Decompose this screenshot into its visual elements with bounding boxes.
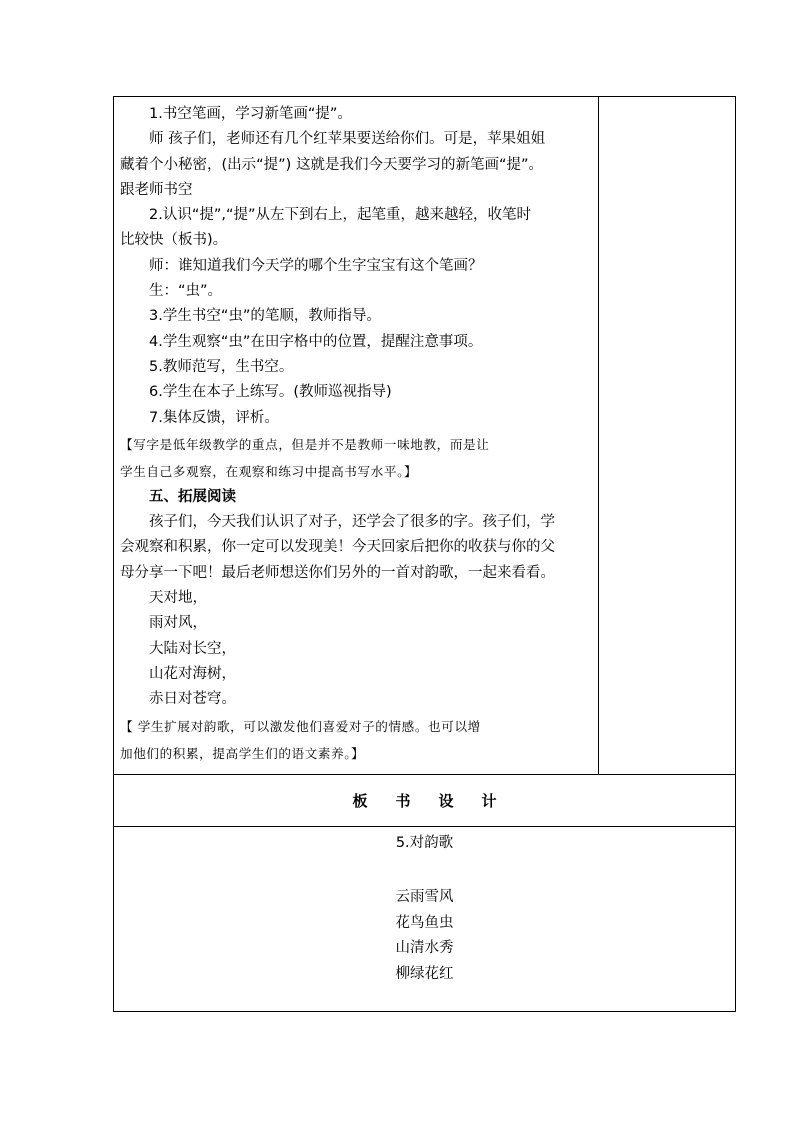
- board-line: 花鸟鱼虫: [395, 914, 454, 931]
- design-note-2: 【 学生扩展对韵歌，可以激发他们喜爱对子的情感。也可以增: [120, 718, 481, 734]
- step-1-line: 1.书空笔画，学习新笔画“提”。: [149, 106, 352, 122]
- poem-line: 大陆对长空，: [149, 640, 236, 657]
- step-line: 4.学生观察“虫”在田字格中的位置，提醒注意事项。: [149, 333, 483, 350]
- board-title-char: 计: [481, 792, 497, 810]
- board-line: 云雨雪风: [395, 889, 454, 905]
- board-line: 柳绿花红: [395, 965, 454, 982]
- board-line: 山清水秀: [395, 940, 454, 956]
- board-title-char: 设: [438, 792, 454, 810]
- board-design-header-row: [114, 775, 735, 827]
- step-line: 7.集体反馈，评析。: [149, 409, 279, 426]
- section-title: 五、拓展阅读: [149, 488, 236, 505]
- teacher-line: 师 孩子们，老师还有几个红苹果要送给你们。可是，苹果姐姐: [149, 131, 546, 148]
- board-lines: [114, 885, 735, 987]
- teacher-line-cont: 藏着个小秘密，(出示“提”) 这就是我们今天要学习的新笔画“提”。: [120, 156, 543, 173]
- board-lesson-title: 5.对韵歌: [395, 835, 454, 851]
- poem-line: 赤日对苍穹。: [149, 691, 236, 708]
- step-line: 6.学生在本子上练写。(教师巡视指导): [149, 384, 392, 401]
- step-line: 3.学生书空“虫”的笔顺，教师指导。: [149, 308, 381, 325]
- design-note-1-cont: 学生自己多观察，在观察和练习中提高书写水平。】: [120, 463, 418, 479]
- step-2-line-cont: 比较快（板书)。: [120, 232, 228, 249]
- notes-cell: [600, 97, 735, 774]
- step-line: 5.教师范写，生书空。: [149, 358, 294, 375]
- board-design-title: [338, 790, 510, 811]
- teaching-process-cell: [114, 97, 599, 774]
- teaching-process-row: [114, 97, 735, 775]
- poem-line: 天对地，: [149, 590, 207, 607]
- poem-line: 山花对海树，: [149, 665, 236, 682]
- design-note-2-cont: 加他们的积累，提高学生们的语文素养。】: [120, 745, 365, 761]
- dialog-line: 生：“虫”。: [149, 283, 223, 300]
- step-2-line: 2.认识“提”,“提”从左下到右上，起笔重，越来越轻，收笔时: [149, 207, 531, 224]
- dialog-line: 师：谁知道我们今天学的哪个生字宝宝有这个笔画？: [149, 257, 483, 274]
- extension-paragraph-line: 孩子们，今天我们认识了对子，还学会了很多的字。孩子们，学: [149, 514, 555, 531]
- board-design-row: [114, 827, 735, 1011]
- lesson-plan-table: [113, 96, 736, 1012]
- board-title-char: 板: [352, 792, 368, 810]
- extension-paragraph-line: 母分享一下吧！最后老师想送你们另外的一首对韵歌，一起来看看。: [120, 564, 555, 581]
- teacher-line-cont2: 跟老师书空: [120, 181, 193, 198]
- design-note-1: 【写字是低年级教学的重点，但是并不是教师一味地教，而是让: [120, 436, 490, 452]
- board-title-char: 书: [395, 792, 411, 810]
- poem-line: 雨对风，: [149, 615, 207, 632]
- extension-paragraph-line: 会观察和积累，你一定可以发现美！今天回家后把你的收获与你的父: [120, 539, 555, 556]
